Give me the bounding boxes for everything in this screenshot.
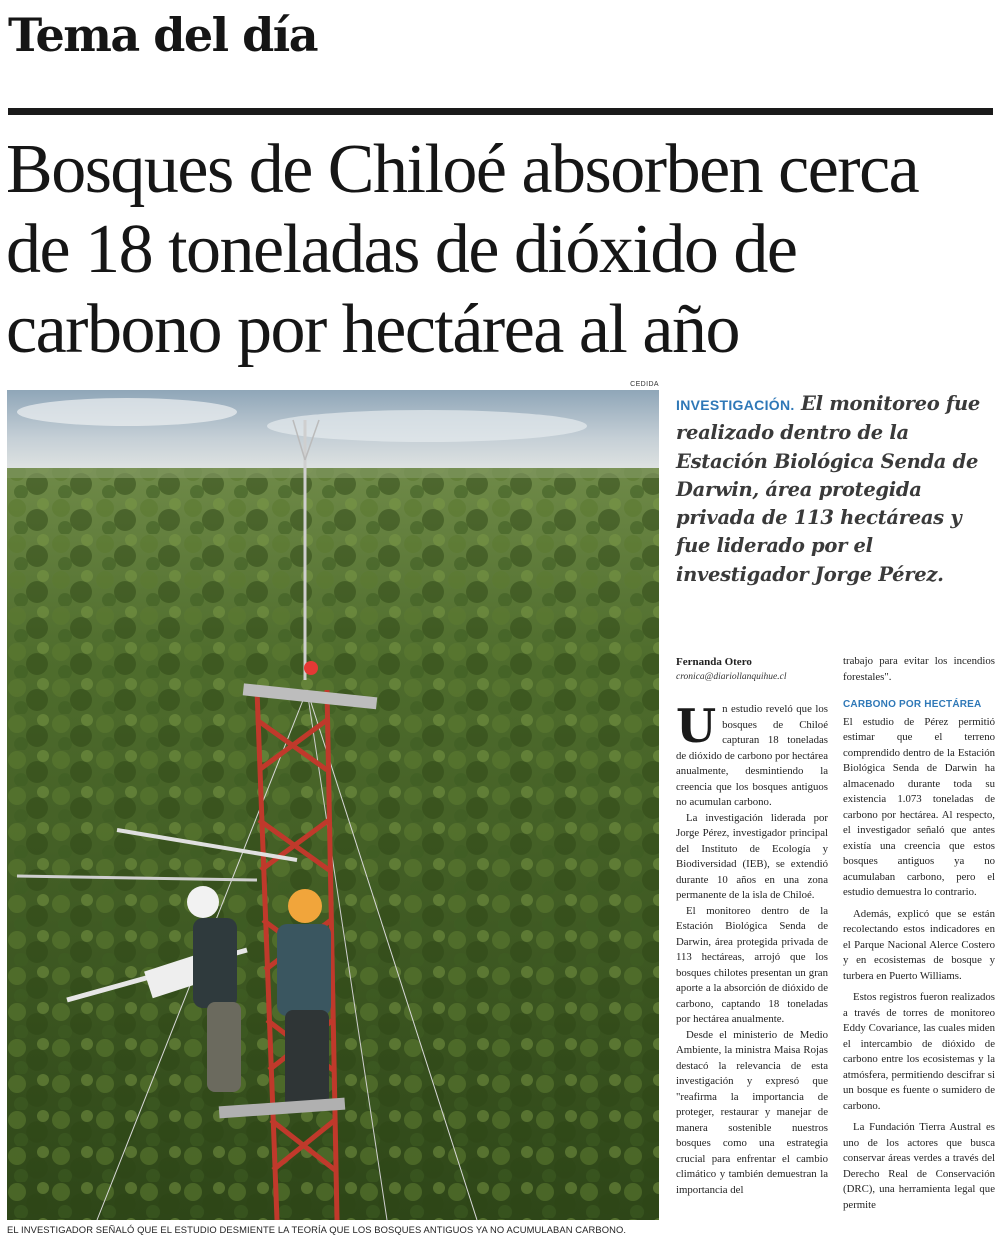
paragraph: Estos registros fueron realizados a través de torres de monitoreo Eddy Covariance, las cuales miden el intercambio de dióxido de carbono entre los ecosistemas y la atmósfera, permitiendo descifrar si un bosque es fuente o sumidero de carbono. — [843, 991, 995, 1112]
spacer — [843, 685, 995, 697]
lede-text: El monitoreo fue realizado dentro de la Estación Biológica Senda de Darwin, área protegida privada de 113 hectáreas y fue liderado por el investigador Jorge Pérez. — [676, 392, 980, 586]
author-name: Fernanda Otero — [676, 656, 752, 668]
lede-summary — [676, 390, 988, 589]
paragraph: trabajo para evitar los incendios forestales". — [843, 655, 995, 683]
paragraph-text: n estudio reveló que los bosques de Chiloé capturan 18 toneladas de dióxido de carbono por hectárea anualmente, desmintiendo la creencia que los bosques antiguos no acumulan carbono. — [676, 703, 828, 808]
paragraph: Desde el ministerio de Medio Ambiente, la ministra Maisa Rojas destacó la relevancia de esta investigación y expresó que "reafirma la importancia de proteger, restaurar y manejar de manera sostenible nuestros bosques como una estrategia crucial para enfrentar el cambio climático y también demuestran la importancia del — [676, 1028, 828, 1196]
paragraph — [676, 699, 828, 811]
headline: Bosques de Chiloé absorben cerca de 18 toneladas de dióxido de carbono por hectárea al año — [6, 131, 919, 368]
section-rule — [8, 108, 993, 115]
lede-kicker: INVESTIGACIÓN. — [676, 397, 795, 413]
section-title: Tema del día — [8, 8, 318, 62]
photo-credit: CEDIDA — [630, 381, 659, 388]
paragraph: Además, explicó que se están recolectando estos indicadores en el Parque Nacional Alerce Costero y en ecosistemas de bosque y turbera en Puerto Williams. — [843, 907, 995, 982]
paragraph: La Fundación Tierra Austral es uno de los actores que busca conservar áreas verdes a través del Derecho Real de Conservación (DRC), una herramienta legal que permite — [843, 1121, 995, 1211]
article-column-2 — [843, 654, 995, 1213]
paragraph: El monitoreo dentro de la Estación Biológica Senda de Darwin, área protegida privada de 113 hectáreas, arrojó que los bosques chilotes presentan un gran aporte a la absorción de dióxido de carbono, captando 18 toneladas por hectárea anualmente. — [676, 904, 828, 1025]
author-email[interactable]: cronica@diariollanquihue.cl — [676, 672, 787, 682]
subhead: CARBONO POR HECTÁREA — [843, 699, 982, 710]
paragraph: La investigación liderada por Jorge Pérez, investigador principal del Instituto de Ecología y Biodiversidad (IEB), se extendió durante 10 años en una zona permanente de la isla de Chiloé. — [676, 811, 828, 901]
drop-cap: U — [676, 699, 717, 753]
article-photo — [7, 390, 659, 1220]
paragraph: El estudio de Pérez permitió estimar que el terreno comprendido dentro de la Estación Biológica Senda de Darwin ha almacenado durante toda su existencia 1.073 toneladas de carbono por hectárea. Al respecto, el investigador señaló que antes existía una creencia que estos bosques antiguos ya no acumulaban carbono, pero el estudio demuestra lo contrario. — [843, 715, 995, 898]
byline — [676, 654, 836, 684]
photo-caption: EL INVESTIGADOR SEÑALÓ QUE EL ESTUDIO DESMIENTE LA TEORÍA QUE LOS BOSQUES ANTIGUOS YA NO ACUMULABAN CARBONO. — [7, 1224, 627, 1235]
article-column-1 — [676, 699, 828, 1198]
